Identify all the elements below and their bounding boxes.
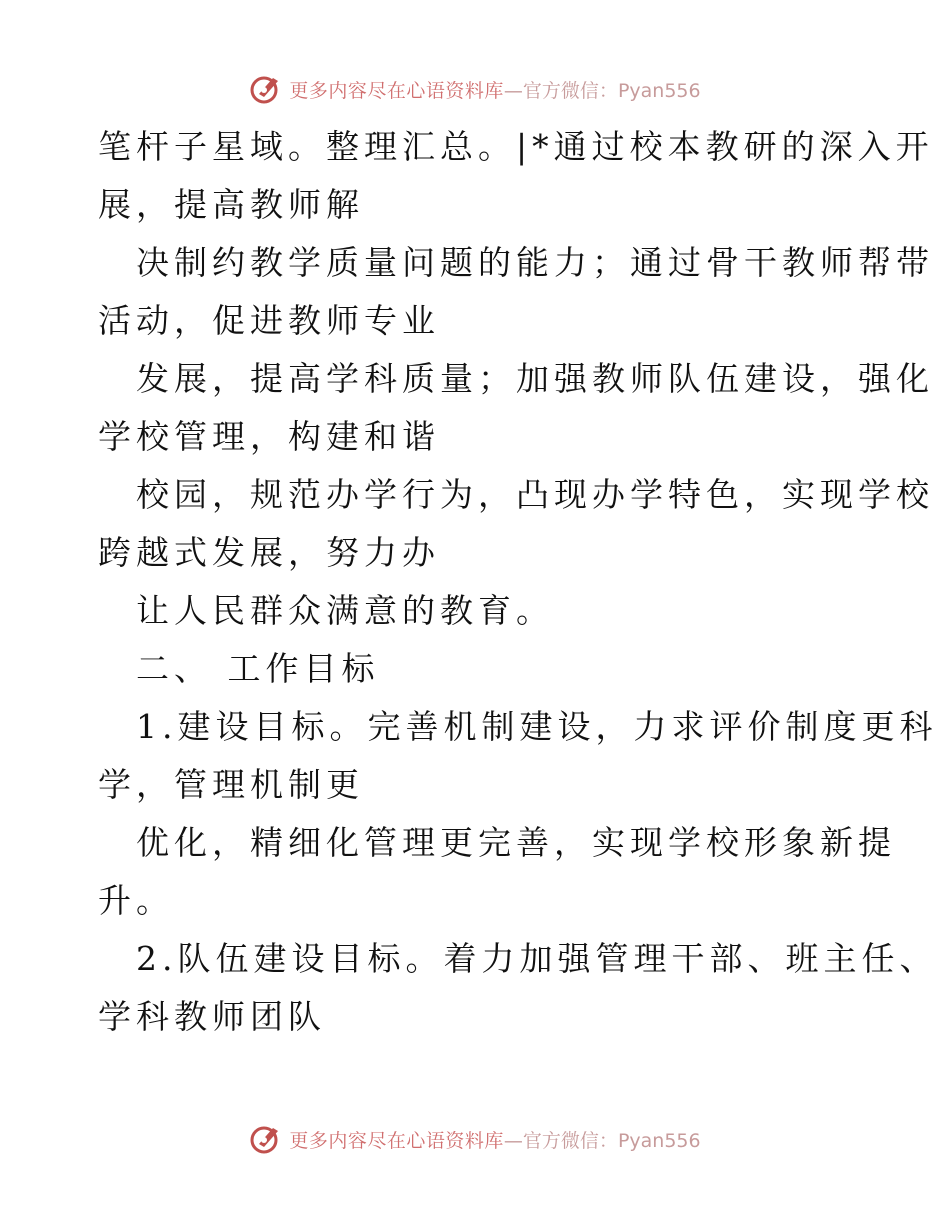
text-line: 学，管理机制更 [98, 765, 364, 804]
watermark-text: 更多内容尽在心语资料库—官方微信：Pyan556 [289, 79, 701, 102]
document-body [98, 118, 938, 1046]
text-line: 升。 [98, 881, 174, 920]
pen-nib-circle-icon [249, 1122, 283, 1156]
text-line: 学科教师团队 [98, 997, 326, 1036]
text-line: 发展，提高学科质量；加强教师队伍建设，强化 [136, 359, 934, 398]
footer-watermark [0, 1122, 950, 1156]
header-watermark [0, 72, 950, 106]
pen-nib-circle-icon [249, 72, 283, 106]
text-line: 决制约教学质量问题的能力；通过骨干教师帮带 [136, 243, 934, 282]
text-line: 展，提高教师解 [98, 185, 364, 224]
text-line: 2.队伍建设目标。着力加强管理干部、班主任、 [136, 939, 938, 978]
text-line: 活动，促进教师专业 [98, 301, 440, 340]
section-heading: 二、 工作目标 [136, 649, 380, 688]
text-line: 让人民群众满意的教育。 [136, 591, 554, 630]
text-line: 1.建设目标。完善机制建设，力求评价制度更科 [136, 707, 938, 746]
text-line: 学校管理，构建和谐 [98, 417, 440, 456]
text-line: 笔杆子星域。整理汇总。|*通过校本教研的深入开 [98, 127, 934, 166]
text-line: 校园，规范办学行为，凸现办学特色，实现学校 [136, 475, 934, 514]
watermark-text: 更多内容尽在心语资料库—官方微信：Pyan556 [289, 1129, 701, 1152]
text-line: 跨越式发展，努力办 [98, 533, 440, 572]
text-line: 优化，精细化管理更完善，实现学校形象新提 [136, 823, 896, 862]
